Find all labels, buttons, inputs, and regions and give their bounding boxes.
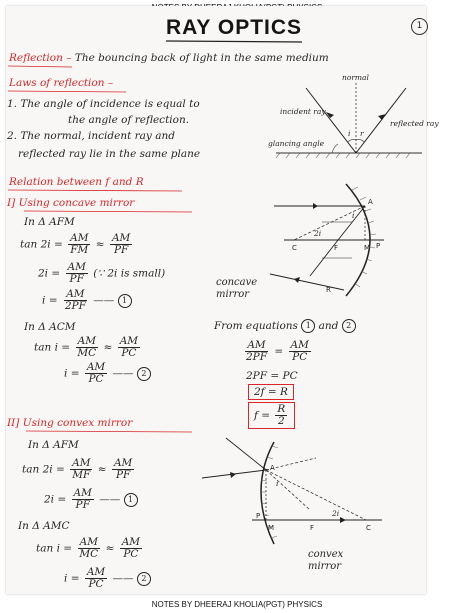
convex-mirror-text: convex mirror [308,549,344,572]
label-M: M [364,244,371,252]
approx-sign: ≈ [97,463,107,476]
label-P: P [376,242,381,250]
tan2i-label: tan 2i = [20,238,63,251]
label-A: A [270,464,275,472]
concave-in-acm: In Δ ACM [24,321,76,333]
glancing-angle-label: glancing angle [268,139,325,148]
concave-2i-eq [38,262,165,285]
frac-den: PC [292,351,308,364]
frac-num: AM [86,361,106,373]
frac-am-mc [77,537,100,560]
frac-den: PC [88,578,104,591]
frac-num: AM [247,339,266,351]
frac-am-pc [85,362,107,385]
ref-equation-1: 1 [301,319,315,333]
frac-num: AM [121,536,141,548]
concave-mirror-label [216,277,276,301]
frac-am-pf [66,262,88,285]
equation-number-2: 2 [137,572,151,586]
convex-in-amc: In Δ AMC [18,520,70,532]
normal-label: normal [342,73,369,82]
label-2i: 2i [314,229,322,238]
concave-heading [7,197,134,209]
frac-den: MF [72,469,91,482]
frac-den: FM [70,244,89,257]
notebook-page [6,6,439,594]
tan2i-label: tan 2i = [22,463,65,476]
frac-num: AM [70,232,89,244]
frac-am-mf [70,458,92,481]
frac-den: 2 [277,415,285,428]
frac-am-2pf [63,289,88,312]
equation-number-1: 1 [118,294,132,308]
result-f-r-over-2 [248,402,295,429]
convex-in-afm: In Δ AFM [28,439,79,451]
label-C: C [366,524,371,532]
laws-heading: Laws of reflection – [9,77,114,89]
frac-am-pc [289,340,311,363]
frac-am-pc [85,567,107,590]
angle-i-label: i [348,129,351,138]
tani-label: tan i = [36,542,73,555]
two-i-label: 2i = [44,493,67,506]
law2-line2: reflected ray lie in the same plane [18,148,201,160]
label-M: M [268,524,275,532]
combined-eq [242,340,313,363]
convex-mirror-label [308,549,368,573]
two-i-label: 2i = [38,267,61,280]
frac-am-2pf [244,340,269,363]
label-i: i [352,211,355,220]
frac-den: PC [121,347,137,360]
convex-heading-text: Using convex mirror [22,417,133,429]
frac-num: AM [72,457,91,469]
approx-sign: ≈ [105,542,115,555]
concave-tani-eq [34,336,142,359]
reflection-diagram [264,68,439,164]
reflection-definition: The bouncing back of light in the same medium [74,52,329,64]
label-F: F [310,524,315,532]
frac-am-pf [112,458,134,481]
i-label: i = [42,294,58,307]
from-equations-text: From equations [214,320,298,332]
frac-den: 2PF [246,351,268,364]
convex-heading-number: II] [7,417,20,429]
f-equals: f = [254,409,271,422]
frac-den: PF [69,273,84,286]
convex-2i-eq: 2i = $\frac{AM}{PF}$ —— 1 [44,488,138,511]
label-F: F [334,244,339,252]
concave-mirror-text: concave mirror [216,277,258,300]
footer-note: NOTES BY DHEERAJ KHOLIA(PGT) PHYSICS [151,600,323,609]
from-equations-line [214,319,356,333]
reflection-line [9,52,329,64]
frac-am-fm [68,233,90,256]
frac-num: AM [290,339,309,351]
frac-am-pc [118,336,140,359]
frac-num: AM [67,261,86,273]
frac-den: MC [77,347,97,360]
incident-ray-label: incident ray [280,107,326,116]
label-i: i [276,479,279,488]
law1-line1: 1. The angle of incidence is equal to [7,98,200,110]
title-underline [166,40,306,44]
frac-num: AM [86,566,106,578]
approx-sign: ≈ [95,238,105,251]
i-label: i = [64,367,80,380]
concave-heading-text: Using concave mirror [18,197,135,209]
label-A: A [368,198,373,206]
frac-num: R [277,403,286,415]
frac-am-pf [110,233,132,256]
reflection-term: Reflection – [9,52,72,64]
label-R: R [326,286,331,294]
frac-den: PC [123,548,139,561]
approx-sign: ≈ [103,341,113,354]
frac-num: AM [77,335,96,347]
eq-2pf-pc: 2PF = PC [246,370,298,382]
convex-mirror-diagram [192,434,392,554]
frac-am-mc [75,336,98,359]
frac-den: 2PF [64,300,86,313]
page-number: 1 [411,18,428,35]
frac-den: PF [75,499,90,512]
frac-den: PF [115,469,131,482]
label-P: P [256,512,261,520]
concave-in-afm: In Δ AFM [24,216,75,228]
frac-num: AM [111,232,131,244]
law2-line1: 2. The normal, incident ray and [7,130,175,142]
concave-heading-number: I] [7,197,16,209]
frac-am-pc [120,537,142,560]
angle-r-label: r [360,129,364,138]
reflected-ray-label: reflected ray [390,119,439,128]
concave-i-eq1: i = $\frac{AM}{2PF}$ —— 1 [42,289,132,312]
convex-heading [7,417,132,429]
frac-num: AM [79,536,98,548]
frac-den: MC [79,548,99,561]
frac-r-2 [275,404,287,427]
equals-sign: = [274,345,284,358]
result-2f-r: 2f = R [248,384,294,400]
convex-i-eq: i = $\frac{AM}{PC}$ —— 2 [64,567,151,590]
concave-i-eq2: i = $\frac{AM}{PC}$ —— 2 [64,362,151,385]
i-label: i = [64,572,80,585]
tani-label: tan i = [34,341,71,354]
concave-tan2i-eq [20,233,134,256]
ref-equation-2: 2 [342,319,356,333]
frac-num: AM [66,288,85,300]
label-2i: 2i [332,509,340,518]
frac-num: AM [113,457,133,469]
small-angle-note: (∵ 2i is small) [93,267,166,280]
label-C: C [292,244,297,252]
frac-am-pf [72,488,94,511]
frac-den: PC [88,373,104,386]
frac-num: AM [73,487,92,499]
relation-heading: Relation between f and R [9,176,144,188]
frac-num: AM [119,335,139,347]
frac-den: PF [113,244,129,257]
convex-tan2i-eq [22,458,136,481]
equation-number-1: 1 [124,493,138,507]
equation-number-2: 2 [137,367,151,381]
and-text: and [318,320,339,332]
page-title: RAY OPTICS [166,16,303,39]
law1-line2: the angle of reflection. [68,114,190,126]
convex-tani-eq [36,537,144,560]
